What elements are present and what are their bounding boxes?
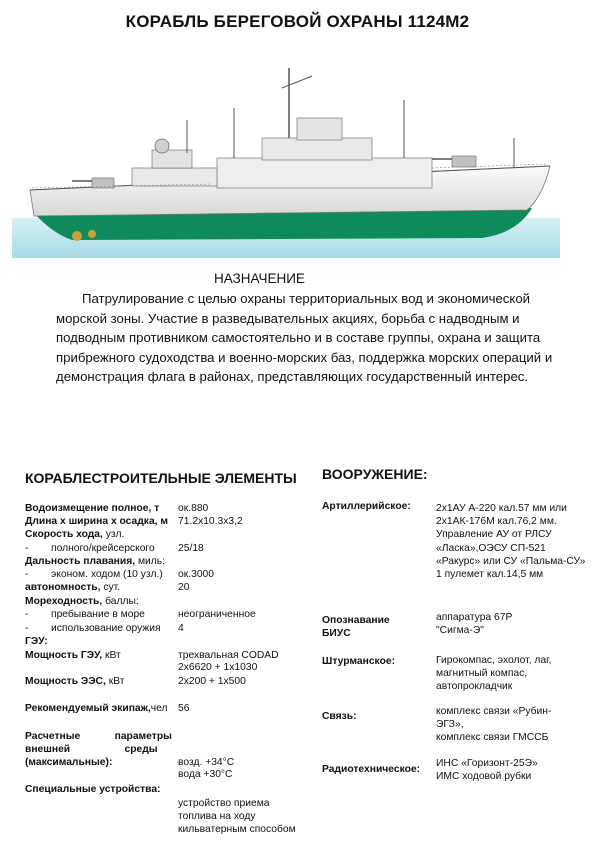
arm-value: ИМС ходовой рубки bbox=[436, 771, 532, 782]
purpose-line: подводным противником самостоятельно и в составе группы, охрана и защита bbox=[56, 330, 541, 345]
spec-label: Скорость хода, bbox=[25, 529, 103, 540]
arm-label: БИУС bbox=[322, 628, 351, 639]
spec-unit: баллы: bbox=[105, 596, 139, 607]
spec-label-row bbox=[25, 609, 145, 622]
arm-value: 2х1АУ А-220 кал.57 мм или bbox=[436, 503, 567, 514]
bullet: - bbox=[25, 623, 29, 634]
arm-value: «Ракурс» или СУ «Пальма-СУ» bbox=[436, 556, 586, 567]
spec-value: 25/18 bbox=[178, 543, 204, 554]
spec-value: 2х6620 + 1х1030 bbox=[178, 662, 258, 673]
spec-value: 4 bbox=[178, 623, 184, 634]
spec-label: Мореходность, bbox=[25, 596, 103, 607]
arm-label: Связь: bbox=[322, 711, 357, 722]
spec-value: 71.2х10.3х3,2 bbox=[178, 516, 243, 527]
spec-unit: сут. bbox=[103, 582, 121, 593]
spec-unit: кВт bbox=[105, 650, 121, 661]
arm-value: Управление АУ от РЛСУ bbox=[436, 529, 552, 540]
spec-label-row bbox=[25, 543, 155, 556]
spec-label: пребывание в море bbox=[51, 609, 145, 620]
spec-label: Рекомендуемый экипаж, bbox=[25, 703, 151, 714]
spec-label: Мощность ГЭУ, bbox=[25, 650, 103, 661]
purpose-line: прибрежного судоходства и военно-морских баз, поддержка морских операций и bbox=[56, 349, 553, 365]
arm-value: 1 пулемет кал.14,5 мм bbox=[436, 569, 544, 580]
arm-label: Артиллерийское: bbox=[322, 501, 411, 512]
spec-label: Расчетные параметры bbox=[25, 731, 172, 742]
purpose-line: демонстрация флага в районах, представляющих государственный интерес. bbox=[56, 369, 529, 384]
spec-label: ГЭУ: bbox=[25, 636, 48, 647]
spec-value: трехвальная CODAD bbox=[178, 650, 279, 661]
spec-label: внешней среды bbox=[25, 744, 158, 755]
arm-value: магнитный компас, bbox=[436, 668, 528, 679]
spec-value: вода +30°С bbox=[178, 769, 233, 780]
ship-illustration bbox=[12, 58, 560, 268]
spec-value: ок.3000 bbox=[178, 569, 214, 580]
spec-value: топлива на ходу bbox=[178, 811, 256, 822]
spec-label: автономность, bbox=[25, 582, 101, 593]
spec-label: Длина х ширина х осадка, м bbox=[25, 516, 169, 527]
bullet: - bbox=[25, 543, 29, 554]
arm-value: комплекс связи ГМССБ bbox=[436, 732, 549, 743]
arm-value: Гирокомпас, эхолот, лаг, bbox=[436, 655, 552, 666]
bullet: - bbox=[25, 569, 29, 580]
spec-label-row bbox=[25, 703, 168, 716]
spec-label-row bbox=[25, 596, 139, 609]
armament-heading: ВООРУЖЕНИЕ: bbox=[322, 466, 428, 482]
purpose-text bbox=[56, 289, 556, 387]
arm-value: автопрокладчик bbox=[436, 681, 513, 692]
spec-label-row bbox=[25, 556, 165, 569]
purpose-line: морской зоны. Участие в разведывательных акциях, борьба с надводным и bbox=[56, 310, 520, 326]
arm-value: 2х1АК-176М кал.76,2 мм. bbox=[436, 516, 557, 527]
spec-label-row bbox=[25, 582, 120, 595]
purpose-heading: НАЗНАЧЕНИЕ bbox=[214, 271, 305, 286]
purpose-line: Патрулирование с целью охраны территориальных вод и экономической bbox=[82, 291, 531, 306]
arm-label: Штурманское: bbox=[322, 656, 396, 667]
arm-value: «Ласка»,ОЭСУ СП-521 bbox=[436, 543, 546, 554]
bullet: - bbox=[25, 609, 29, 620]
ship-elements-heading: КОРАБЛЕСТРОИТЕЛЬНЫЕ ЭЛЕМЕНТЫ bbox=[25, 470, 297, 486]
spec-value: 20 bbox=[178, 582, 190, 593]
spec-label: использование оружия bbox=[51, 623, 161, 634]
spec-value: кильватерным способом bbox=[178, 824, 296, 835]
spec-value: 2х200 + 1х500 bbox=[178, 676, 246, 687]
spec-unit: чел bbox=[150, 703, 168, 714]
spec-value: 56 bbox=[178, 703, 190, 714]
arm-value: ЭГЗ», bbox=[436, 719, 464, 730]
spec-label: (максимальные): bbox=[25, 757, 113, 768]
spec-label: полного/крейсерского bbox=[51, 543, 155, 554]
spec-label: Дальность плавания, bbox=[25, 556, 136, 567]
spec-value: возд. +34°С bbox=[178, 757, 235, 768]
spec-value: ок.880 bbox=[178, 503, 209, 514]
page-title: КОРАБЛЬ БЕРЕГОВОЙ ОХРАНЫ 1124М2 bbox=[125, 12, 470, 31]
spec-label-row bbox=[25, 569, 163, 582]
arm-value: аппаратура 67Р bbox=[436, 612, 513, 623]
spec-unit: узл. bbox=[105, 529, 125, 540]
spec-label: Мощность ЭЭС, bbox=[25, 676, 106, 687]
arm-value: "Сигма-Э" bbox=[436, 625, 484, 636]
arm-value: ИНС «Горизонт-25Э» bbox=[436, 758, 538, 769]
spec-value: устройство приема bbox=[178, 798, 270, 809]
spec-value: неограниченное bbox=[178, 609, 256, 620]
spec-unit: кВт bbox=[108, 676, 125, 687]
spec-label-row bbox=[25, 623, 161, 636]
spec-label-row bbox=[25, 529, 124, 542]
spec-label-row bbox=[25, 676, 124, 689]
arm-value: комплекс связи «Рубин- bbox=[436, 706, 552, 717]
spec-unit: миль: bbox=[137, 556, 166, 567]
arm-label: Опознавание bbox=[322, 615, 390, 626]
spec-label: эконом. ходом (10 узл.) bbox=[51, 569, 163, 580]
spec-label-row bbox=[25, 650, 121, 663]
spec-label: Водоизмещение полное, т bbox=[25, 503, 160, 514]
spec-label: Специальные устройства: bbox=[25, 784, 161, 795]
arm-label: Радиотехническое: bbox=[322, 764, 421, 775]
